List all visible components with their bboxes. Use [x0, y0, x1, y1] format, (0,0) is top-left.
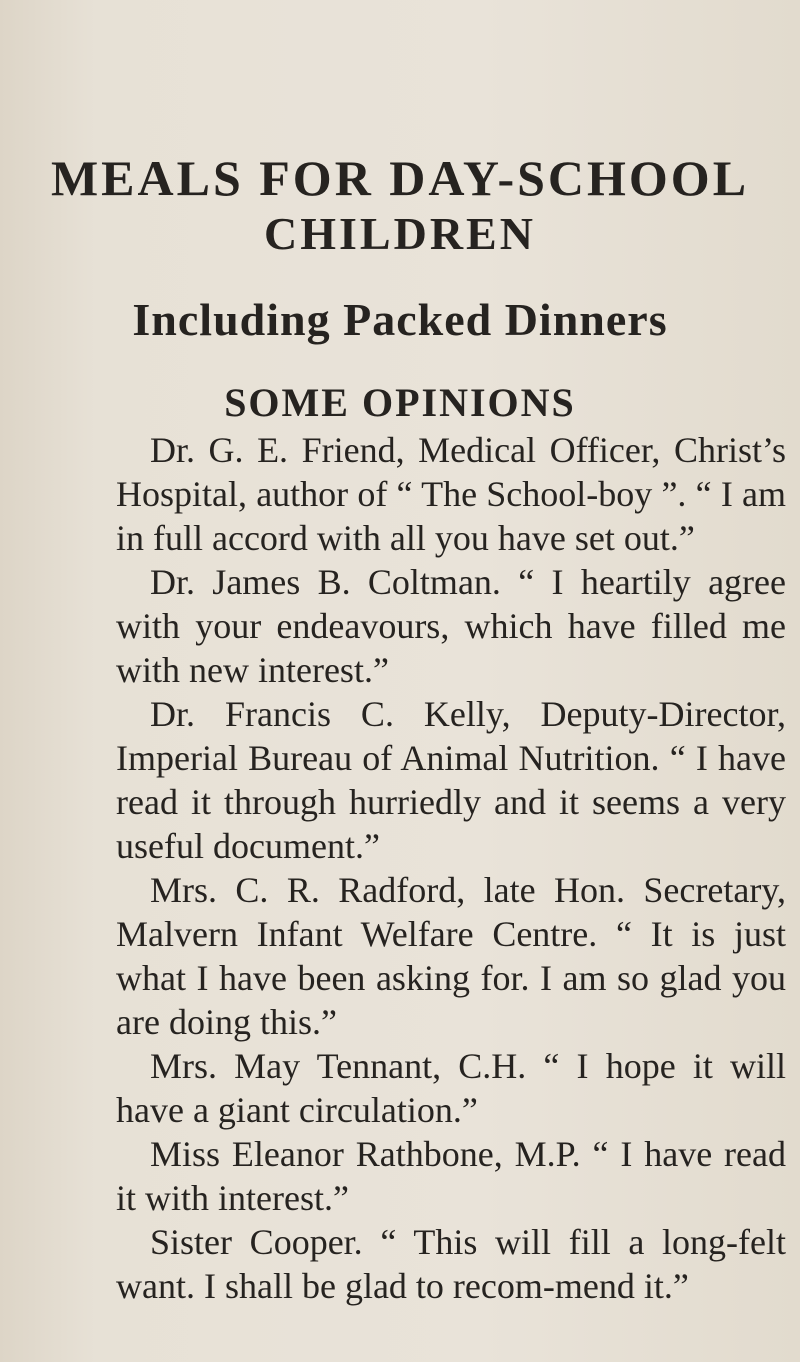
section-heading: SOME OPINIONS — [224, 380, 576, 425]
opinion-paragraph-6: Miss Eleanor Rathbone, M.P. “ I have read it with interest.” — [116, 1134, 786, 1218]
opinion-paragraph-7: Sister Cooper. “ This will fill a long-felt want. I shall be glad to recom-mend it.” — [116, 1222, 786, 1306]
page-title-line-1: MEALS FOR DAY-SCHOOL — [50, 150, 750, 206]
page-subtitle: Including Packed Dinners — [132, 294, 668, 345]
page-title-line-2: CHILDREN — [264, 208, 536, 259]
opinion-paragraph-3: Dr. Francis C. Kelly, Deputy-Director, Imperial Bureau of Animal Nutrition. “ I have read it through hurriedly and it seems a very useful document.” — [116, 694, 786, 866]
opinions-list — [116, 428, 786, 1308]
opinion-paragraph-2: Dr. James B. Coltman. “ I heartily agree with your endeavours, which have filled me with new interest.” — [116, 562, 786, 690]
opinion-paragraph-5: Mrs. May Tennant, C.H. “ I hope it will have a giant circulation.” — [116, 1046, 786, 1130]
opinion-paragraph-4: Mrs. C. R. Radford, late Hon. Secretary, Malvern Infant Welfare Centre. “ It is just what I have been asking for. I am so glad you are doing this.” — [116, 870, 786, 1042]
opinion-paragraph-1: Dr. G. E. Friend, Medical Officer, Christ’s Hospital, author of “ The School-boy ”. “ I am in full accord with all you have set out.” — [116, 430, 786, 558]
